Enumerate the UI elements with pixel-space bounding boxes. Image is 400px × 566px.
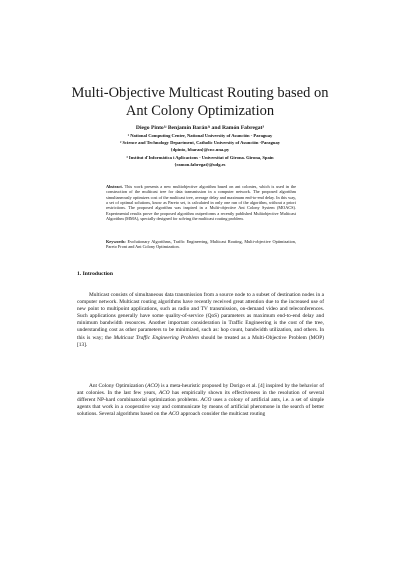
keywords — [106, 239, 296, 250]
keywords-text: Evolutionary Algorithms, Traffic Engineering, Multicast Routing, Multi-objective Optimization, Pareto Front and Ant Colony Optimization. — [106, 239, 296, 250]
affiliation-email-2: {ramon.fabregat}@udg.es — [174, 161, 226, 167]
author-list: Diego Pinto¹ʲ Benjamín Barán¹ʲ and Ramón Fabregat³ — [135, 125, 265, 131]
abstract — [106, 184, 296, 221]
paragraph-text: uses a colony of artificial ants, i.e. a set of simple agents that work in a cooperative way and communicate by means of artificial pheromone in the search of better solutions. Several algorithms based on the — [77, 397, 325, 418]
keywords-label: Keywords: — [106, 239, 126, 244]
paper-title-line-2: Ant Colony Optimization — [125, 103, 275, 119]
paragraph-text: Ant Colony Optimization ( — [89, 383, 148, 389]
aco-term: ACO — [147, 383, 158, 389]
abstract-text: This work presents a new multiobjective algorithm based on ant colonies, which is used in the construction of the multicast tree for data transmission in a computer network. The proposed algorithm simultaneously optimizes cost of the multicast tree, average delay and maximum end-to-end delay. In this way, a set of optimal solutions, know as Pareto set, is calculated in only one run of the algorithm, without a priori restrictions. The proposed algorithm was inspired in a Multi-objective Ant Colony System (MOACS). Experimental results prove the proposed algorithm outperforms a recently published Multiobjective Multicast Algorithm (MMA), specially designed for solving the multicast routing problem. — [106, 184, 296, 222]
paragraph-italic-term: Multicast Traffic Engineering Problem — [113, 334, 199, 341]
aco-term: ACO — [158, 390, 170, 397]
aco-term: ACO — [168, 411, 180, 418]
affiliation-2: ² Science and Technology Department, Catholic University of Asunción -Paraguay — [119, 140, 281, 145]
paragraph-text: should be treated as a Multi-Objective Problem (MOP) [13]. — [77, 334, 324, 348]
paragraph-text: has empirically shown its effectiveness in the resolution of several different NP-hard combinatorial optimization problems. — [77, 390, 324, 404]
affiliation-1: ¹ National Computing Center, National University of Asunción - Paraguay — [127, 133, 273, 138]
aco-term: ACO — [200, 397, 212, 404]
affiliation-3: ³ Institut d'Informàtica i Aplicacions - Universitat of Girona. Girona, Spain — [126, 155, 274, 160]
section-heading: 1. Introduction — [77, 271, 113, 277]
paragraph-text: Multicast consists of simultaneous data transmission from a source node to a subset of destination nodes in a computer network. Multicast routing algorithms have recently received great attention due to the increased use of new point to multipoint applications, such as radio and TV transmission, on-demand video and teleconferences. Such applications generally have some quality-of-service (QoS) parameters as maximum end-to-end delay and minimum bandwidth resources. Another important consideration in Traffic Engineering is the cost of the tree, understanding cost as other parameters to be minimized, such as: hop count, bandwidth utilization, and others. In this is way; the — [77, 292, 324, 341]
affiliation-email-1: {dpinto, bbaran}@cnc.una.py — [170, 146, 230, 152]
intro-paragraph-1 — [77, 292, 324, 349]
paragraph-text: approach consider the multicast routing — [179, 411, 266, 418]
abstract-label: Abstract. — [106, 184, 123, 189]
paragraph-text: ) is a meta-heuristic proposed by Dorigo et al. [4] inspired by the behavior of ant colonies. In the last few years, — [77, 383, 324, 397]
paper-title-line-1: Multi-Objective Multicast Routing based on — [71, 85, 329, 101]
intro-paragraph-2 — [77, 383, 324, 418]
